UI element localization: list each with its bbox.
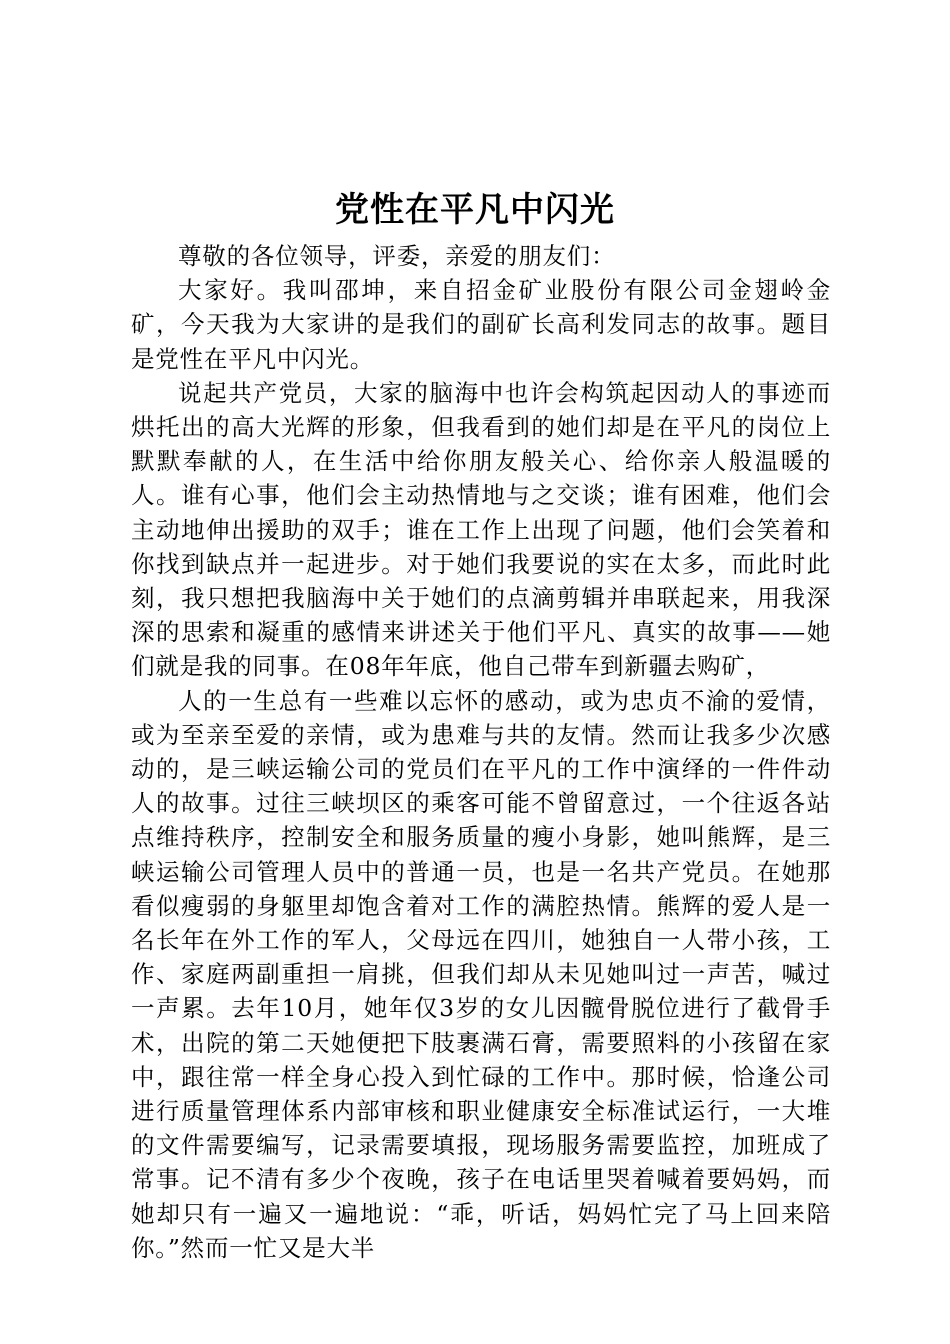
document-body	[131, 239, 831, 1265]
paragraph-xiong-hui-story: 人的一生总有一些难以忘怀的感动，或为忠贞不渝的爱情，或为至亲至爱的亲情，或为患难与共的友情。然而让我多少次感动的，是三峡运输公司的党员们在平凡的工作中演绎的一件件动人的故事。过往三峡坝区的乘客可能不曾留意过，一个往返各站点维持秩序，控制安全和服务质量的瘦小身影，她叫熊辉，是三峡运输公司管理人员中的普通一员，也是一名共产党员。在她那看似瘦弱的身躯里却饱含着对工作的满腔热情。熊辉的爱人是一名长年在外工作的军人，父母远在四川，她独自一人带小孩，工作、家庭两副重担一肩挑，但我们却从未见她叫过一声苦，喊过一声累。去年10月，她年仅3岁的女儿因髋骨脱位进行了截骨手术，出院的第二天她便把下肢裹满石膏，需要照料的小孩留在家中，跟往常一样全身心投入到忙碌的工作中。那时候，恰逢公司进行质量管理体系内部审核和职业健康安全标准试运行，一大堆的文件需要编写，记录需要填报，现场服务需要监控，加班成了常事。记不清有多少个夜晚，孩子在电话里哭着喊着要妈妈，而她却只有一遍又一遍地说：“乖，听话，妈妈忙完了马上回来陪你。”然而一忙又是大半	[131, 686, 831, 1262]
paragraph-salutation: 尊敬的各位领导，评委，亲爱的朋友们：	[178, 242, 616, 270]
paragraph-party-members: 说起共产党员，大家的脑海中也许会构筑起因动人的事迹而烘托出的高大光辉的形象，但我看到的她们却是在平凡的岗位上默默奉献的人，在生活中给你朋友般关心、给你亲人般温暖的人。谁有心事，他们会主动热情地与之交谈；谁有困难，他们会主动地伸出援助的双手；谁在工作上出现了问题，他们会笑着和你找到缺点并一起进步。对于她们我要说的实在太多，而此时此刻，我只想把我脑海中关于她们的点滴剪辑并串联起来，用我深深的思索和凝重的感情来讲述关于他们平凡、真实的故事——她们就是我的同事。在08年年底，他自己带车到新疆去购矿，	[131, 378, 831, 681]
document-title: 党性在平凡中闪光	[335, 190, 615, 230]
paragraph-introduction: 大家好。我叫邵坤，来自招金矿业股份有限公司金翅岭金矿，今天我为大家讲的是我们的副矿长高利发同志的故事。题目是党性在平凡中闪光。	[131, 276, 831, 373]
